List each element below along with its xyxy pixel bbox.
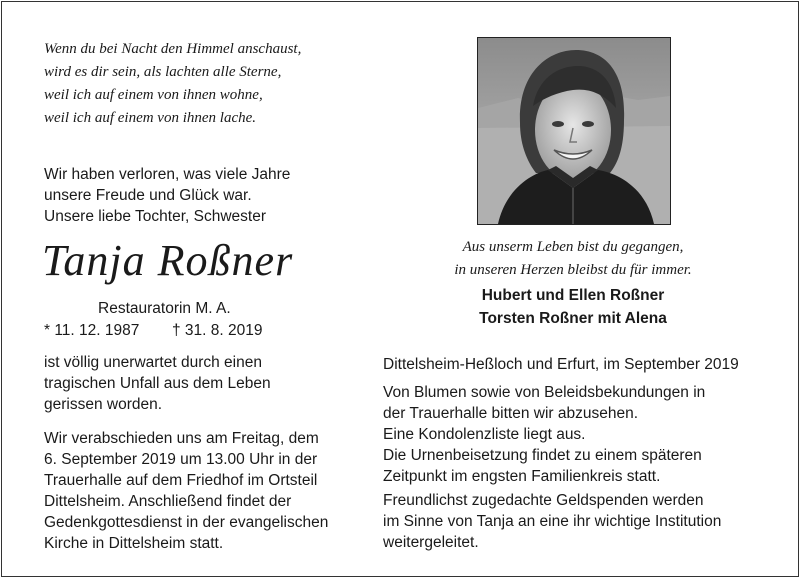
quote-line: Aus unserm Leben bist du gegangen,	[462, 239, 684, 255]
service-line: 6. September 2019 um 13.00 Uhr in der	[44, 451, 318, 468]
circumstance-line: tragischen Unfall aus dem Leben	[44, 375, 271, 392]
circumstance-line: gerissen worden.	[44, 396, 163, 413]
poem-line: weil ich auf einem von ihnen wohne,	[44, 87, 263, 103]
notes-text	[383, 382, 705, 487]
poem-line: weil ich auf einem von ihnen lache.	[44, 110, 257, 126]
notes-line: Von Blumen sowie von Beleidsbekundungen in	[383, 384, 706, 401]
service-line: Gedenkgottesdienst in der evangelischen	[44, 514, 329, 531]
service-text	[44, 428, 328, 554]
circumstance-text	[44, 352, 271, 415]
mourners	[418, 284, 728, 330]
service-line: Dittelsheim. Anschließend findet der	[44, 493, 292, 510]
birth-date: * 11. 12. 1987	[44, 322, 140, 339]
memorial-quote	[418, 236, 728, 282]
donations-line: im Sinne von Tanja an eine ihr wichtige Institution	[383, 513, 722, 530]
donations-line: Freundlichst zugedachte Geldspenden werden	[383, 492, 704, 509]
quote-line: in unseren Herzen bleibst du für immer.	[454, 262, 692, 278]
notes-line: Die Urnenbeisetzung findet zu einem späteren	[383, 447, 702, 464]
donations-text	[383, 490, 721, 553]
service-line: Kirche in Dittelsheim statt.	[44, 535, 224, 552]
poem-line: Wenn du bei Nacht den Himmel anschaust,	[44, 41, 302, 57]
portrait-photo	[477, 37, 671, 225]
intro-text	[44, 164, 290, 227]
intro-line: Wir haben verloren, was viele Jahre	[44, 166, 291, 183]
profession: Restauratorin M. A.	[98, 300, 231, 317]
mourner-line: Torsten Roßner mit Alena	[479, 310, 667, 327]
notes-line: der Trauerhalle bitten wir abzusehen.	[383, 405, 639, 422]
notes-line: Eine Kondolenzliste liegt aus.	[383, 426, 586, 443]
death-date: † 31. 8. 2019	[172, 322, 263, 339]
place-date: Dittelsheim-Heßloch und Erfurt, im September 2019	[383, 356, 739, 373]
notes-line: Zeitpunkt im engsten Familienkreis statt.	[383, 468, 661, 485]
intro-line: Unsere liebe Tochter, Schwester	[44, 208, 266, 225]
deceased-name: Tanja Roßner	[42, 236, 294, 285]
poem	[44, 38, 301, 130]
portrait-image	[478, 38, 670, 224]
service-line: Wir verabschieden uns am Freitag, dem	[44, 430, 319, 447]
intro-line: unsere Freude und Glück war.	[44, 187, 252, 204]
poem-line: wird es dir sein, als lachten alle Sterne,	[44, 64, 282, 80]
mourner-line: Hubert und Ellen Roßner	[481, 287, 665, 304]
circumstance-line: ist völlig unerwartet durch einen	[44, 354, 262, 371]
donations-line: weitergeleitet.	[383, 534, 479, 551]
service-line: Trauerhalle auf dem Friedhof im Ortsteil	[44, 472, 318, 489]
